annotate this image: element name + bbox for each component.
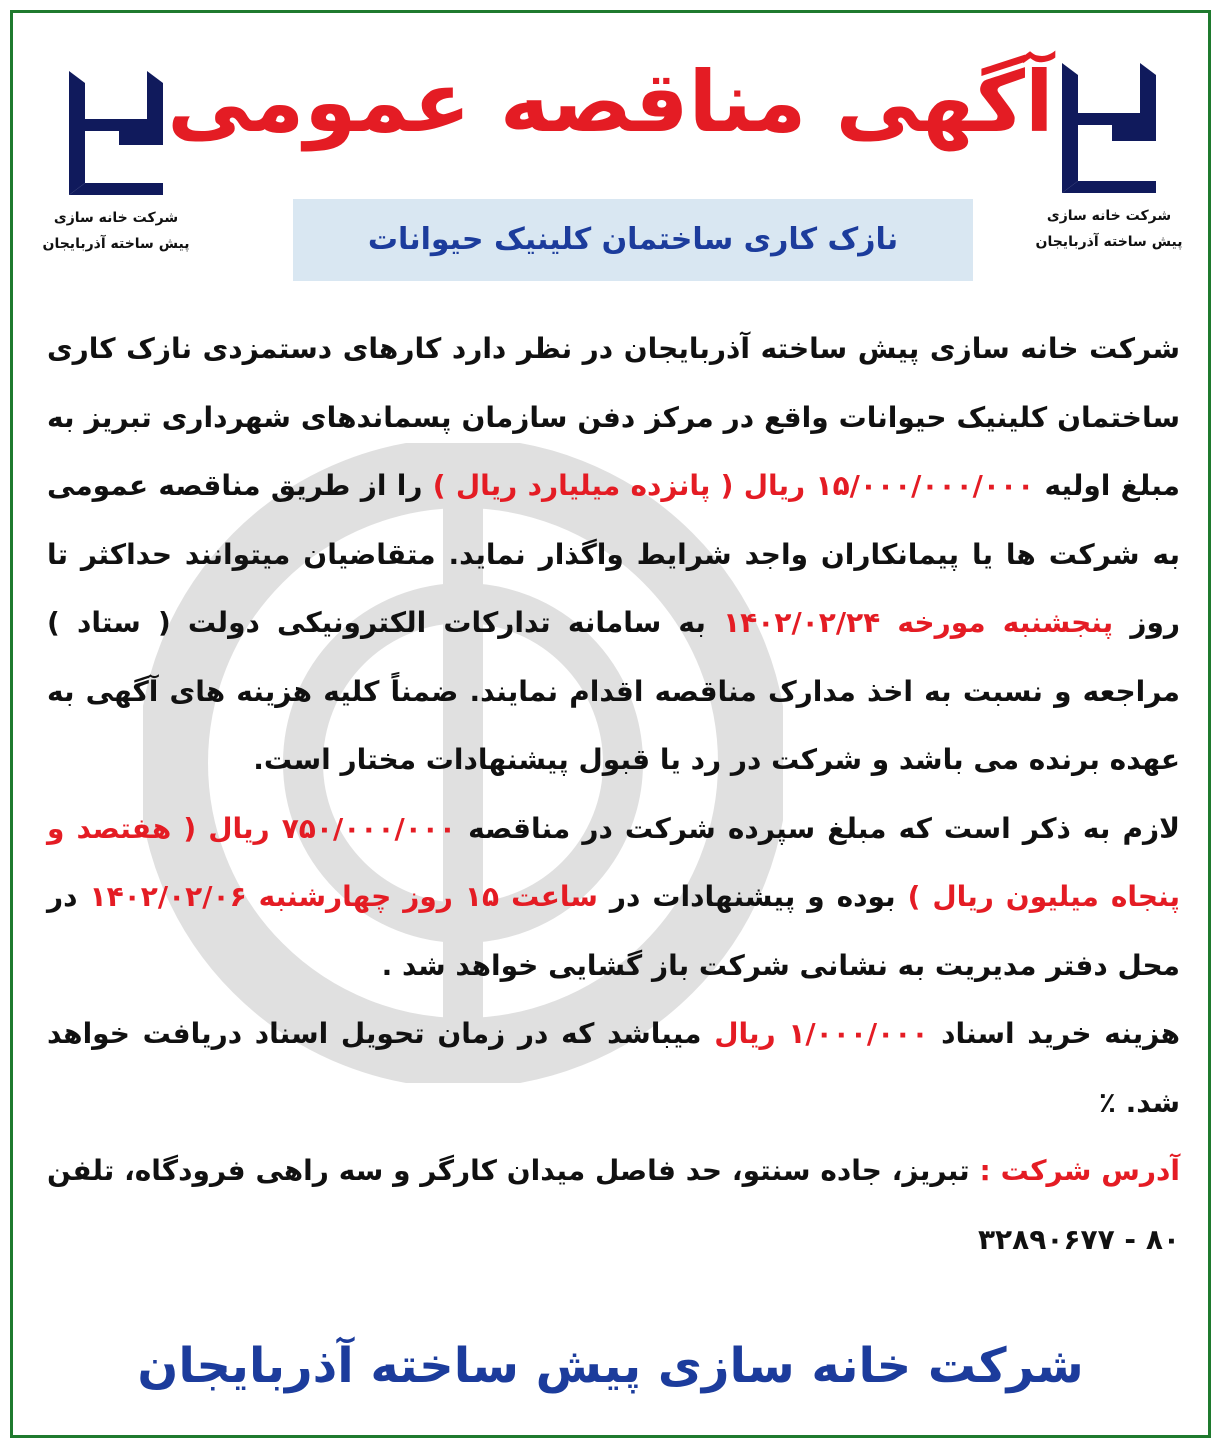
notice-frame bbox=[10, 10, 1211, 1438]
deposit-amount: ۷۵۰/۰۰۰/۰۰۰ ریال ( هفتصد و پنجاه میلیون ریال ) bbox=[47, 811, 1181, 913]
documents-fee: ۱/۰۰۰/۰۰۰ ریال bbox=[714, 1017, 929, 1050]
paragraph-tender-details: شرکت خانه سازی پیش ساخته آذربایجان در نظر دارد کارهای دستمزدی نازک کاری ساختمان کلینیک حیوانات واقع در مرکز دفن سازمان پسماندهای شهرداری تبریز به مبلغ اولیه ۱۵/۰۰۰/۰۰۰/۰۰۰ ریال ( پانزده میلیارد ریال ) را از طریق مناقصه عمومی به شرکت ها یا پیمانکاران واجد شرایط واگذار نماید. متقاضیان میتوانند حداکثر تا روز پنجشنبه مورخه ۱۴۰۲/۰۲/۲۴ به سامانه تدارکات الکترونیکی دولت ( ستاد ) مراجعه و نسبت به اخذ مدارک مناقصه اقدام نمایند. ضمناً کلیه هزینه های آگهی به عهده برنده می باشد و شرکت در رد یا قبول پیشنهادات مختار است. bbox=[47, 332, 1181, 776]
logo-line-1: شرکت خانه سازی bbox=[53, 210, 179, 226]
notice-subtitle: نازک کاری ساختمان کلینیک حیوانات bbox=[293, 199, 973, 281]
paragraph-deposit: لازم به ذکر است که مبلغ سپرده شرکت در مناقصه ۷۵۰/۰۰۰/۰۰۰ ریال ( هفتصد و پنجاه میلیون ریال ) بوده و پیشنهادات در ساعت ۱۵ روز چهارشنبه ۱۴۰۲/۰۲/۰۶ در محل دفتر مدیریت به نشانی شرکت باز گشایی خواهد شد . bbox=[47, 811, 1181, 982]
company-name-footer: شرکت خانه سازی پیش ساخته آذربایجان bbox=[137, 1338, 1084, 1394]
logo-line-2: پیش ساخته آذربایجان bbox=[42, 236, 190, 252]
address-text: تبریز، جاده سنتو، حد فاصل میدان کارگر و سه راهی فرودگاه، تلفن ۸۰ - ۳۲۸۹۰۶۷۷ bbox=[47, 1154, 1180, 1256]
deadline-date: پنجشنبه مورخه ۱۴۰۲/۰۲/۲۴ bbox=[723, 606, 1114, 639]
logo-line-2: پیش ساخته آذربایجان bbox=[1035, 234, 1183, 250]
notice-body bbox=[47, 315, 1180, 1274]
notice-title: آگهی مناقصه عمومی bbox=[167, 53, 1054, 151]
address-label: آدرس شرکت : bbox=[979, 1154, 1181, 1187]
logo-line-1: شرکت خانه سازی bbox=[1046, 208, 1172, 224]
paragraph-documents-fee: هزینه خرید اسناد ۱/۰۰۰/۰۰۰ ریال میباشد که در زمان تحویل اسناد دریافت خواهد شد. ٪ bbox=[47, 1017, 1181, 1119]
initial-amount: ۱۵/۰۰۰/۰۰۰/۰۰۰ ریال ( پانزده میلیارد ریال ) bbox=[432, 469, 1035, 502]
paragraph-address bbox=[47, 1137, 1180, 1274]
opening-time: ساعت ۱۵ روز چهارشنبه ۱۴۰۲/۰۲/۰۶ bbox=[89, 880, 598, 913]
